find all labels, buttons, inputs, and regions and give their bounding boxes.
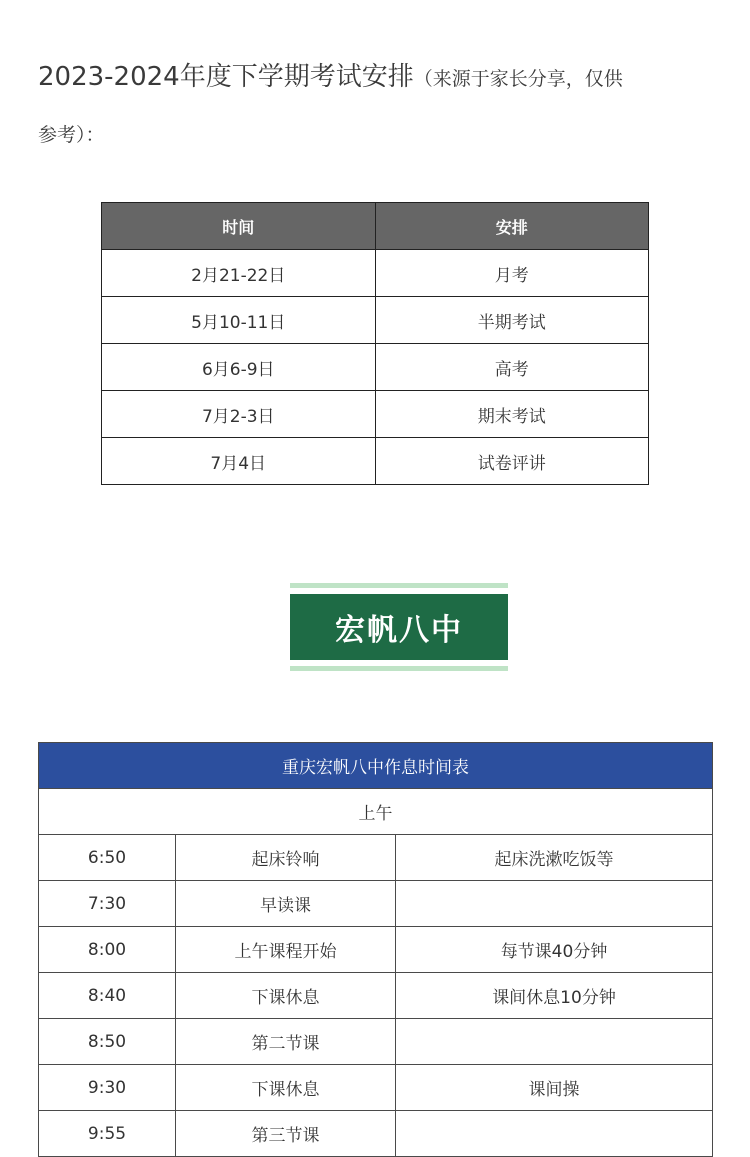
- table-row: [102, 344, 649, 391]
- exam-event-cell: 试卷评讲: [375, 438, 649, 485]
- exam-event-cell: 半期考试: [375, 297, 649, 344]
- table-row: [102, 391, 649, 438]
- banner-bottom-stripe: [290, 666, 508, 671]
- section-label-morning: 上午: [39, 789, 713, 835]
- school-name-banner: [290, 583, 508, 671]
- table-header-row: [102, 203, 649, 250]
- table-row: [102, 250, 649, 297]
- table-row: [39, 1111, 713, 1157]
- exam-time-cell: 2月21-22日: [102, 250, 376, 297]
- activity-cell: 上午课程开始: [176, 927, 396, 973]
- time-cell: 7:30: [39, 881, 176, 927]
- table-row: [39, 927, 713, 973]
- column-header-time: 时间: [102, 203, 376, 250]
- note-cell: [396, 1019, 713, 1065]
- note-cell: [396, 1111, 713, 1157]
- exam-event-cell: 期末考试: [375, 391, 649, 438]
- note-cell: 课间操: [396, 1065, 713, 1111]
- time-cell: 9:55: [39, 1111, 176, 1157]
- exam-time-cell: 5月10-11日: [102, 297, 376, 344]
- column-header-arrangement: 安排: [375, 203, 649, 250]
- table-row: [39, 1065, 713, 1111]
- activity-cell: 第二节课: [176, 1019, 396, 1065]
- time-cell: 8:00: [39, 927, 176, 973]
- table-row: [39, 973, 713, 1019]
- time-cell: 8:40: [39, 973, 176, 1019]
- table-row: [39, 1019, 713, 1065]
- activity-cell: 下课休息: [176, 1065, 396, 1111]
- exam-time-cell: 6月6-9日: [102, 344, 376, 391]
- activity-cell: 第三节课: [176, 1111, 396, 1157]
- activity-cell: 早读课: [176, 881, 396, 927]
- daily-timetable: [38, 742, 713, 1157]
- timetable-section-row: [39, 789, 713, 835]
- source-note: （来源于家长分享，仅供: [413, 68, 623, 90]
- note-cell: [396, 881, 713, 927]
- activity-cell: 起床铃响: [176, 835, 396, 881]
- exam-time-cell: 7月4日: [102, 438, 376, 485]
- exam-time-cell: 7月2-3日: [102, 391, 376, 438]
- source-note-continued: 参考）：: [38, 124, 105, 146]
- intro-paragraph: [38, 50, 718, 162]
- table-row: [102, 438, 649, 485]
- note-cell: 课间休息10分钟: [396, 973, 713, 1019]
- time-cell: 6:50: [39, 835, 176, 881]
- timetable-title: 重庆宏帆八中作息时间表: [39, 743, 713, 789]
- note-cell: 起床洗漱吃饭等: [396, 835, 713, 881]
- table-row: [39, 881, 713, 927]
- timetable-title-row: [39, 743, 713, 789]
- banner-top-stripe: [290, 583, 508, 588]
- table-row: [102, 297, 649, 344]
- exam-schedule-table: [101, 202, 649, 485]
- table-row: [39, 835, 713, 881]
- time-cell: 9:30: [39, 1065, 176, 1111]
- exam-event-cell: 月考: [375, 250, 649, 297]
- activity-cell: 下课休息: [176, 973, 396, 1019]
- note-cell: 每节课40分钟: [396, 927, 713, 973]
- exam-event-cell: 高考: [375, 344, 649, 391]
- exam-arrangement-title: 2023-2024年度下学期考试安排: [38, 62, 414, 92]
- time-cell: 8:50: [39, 1019, 176, 1065]
- school-name-label: 宏帆八中: [290, 594, 508, 660]
